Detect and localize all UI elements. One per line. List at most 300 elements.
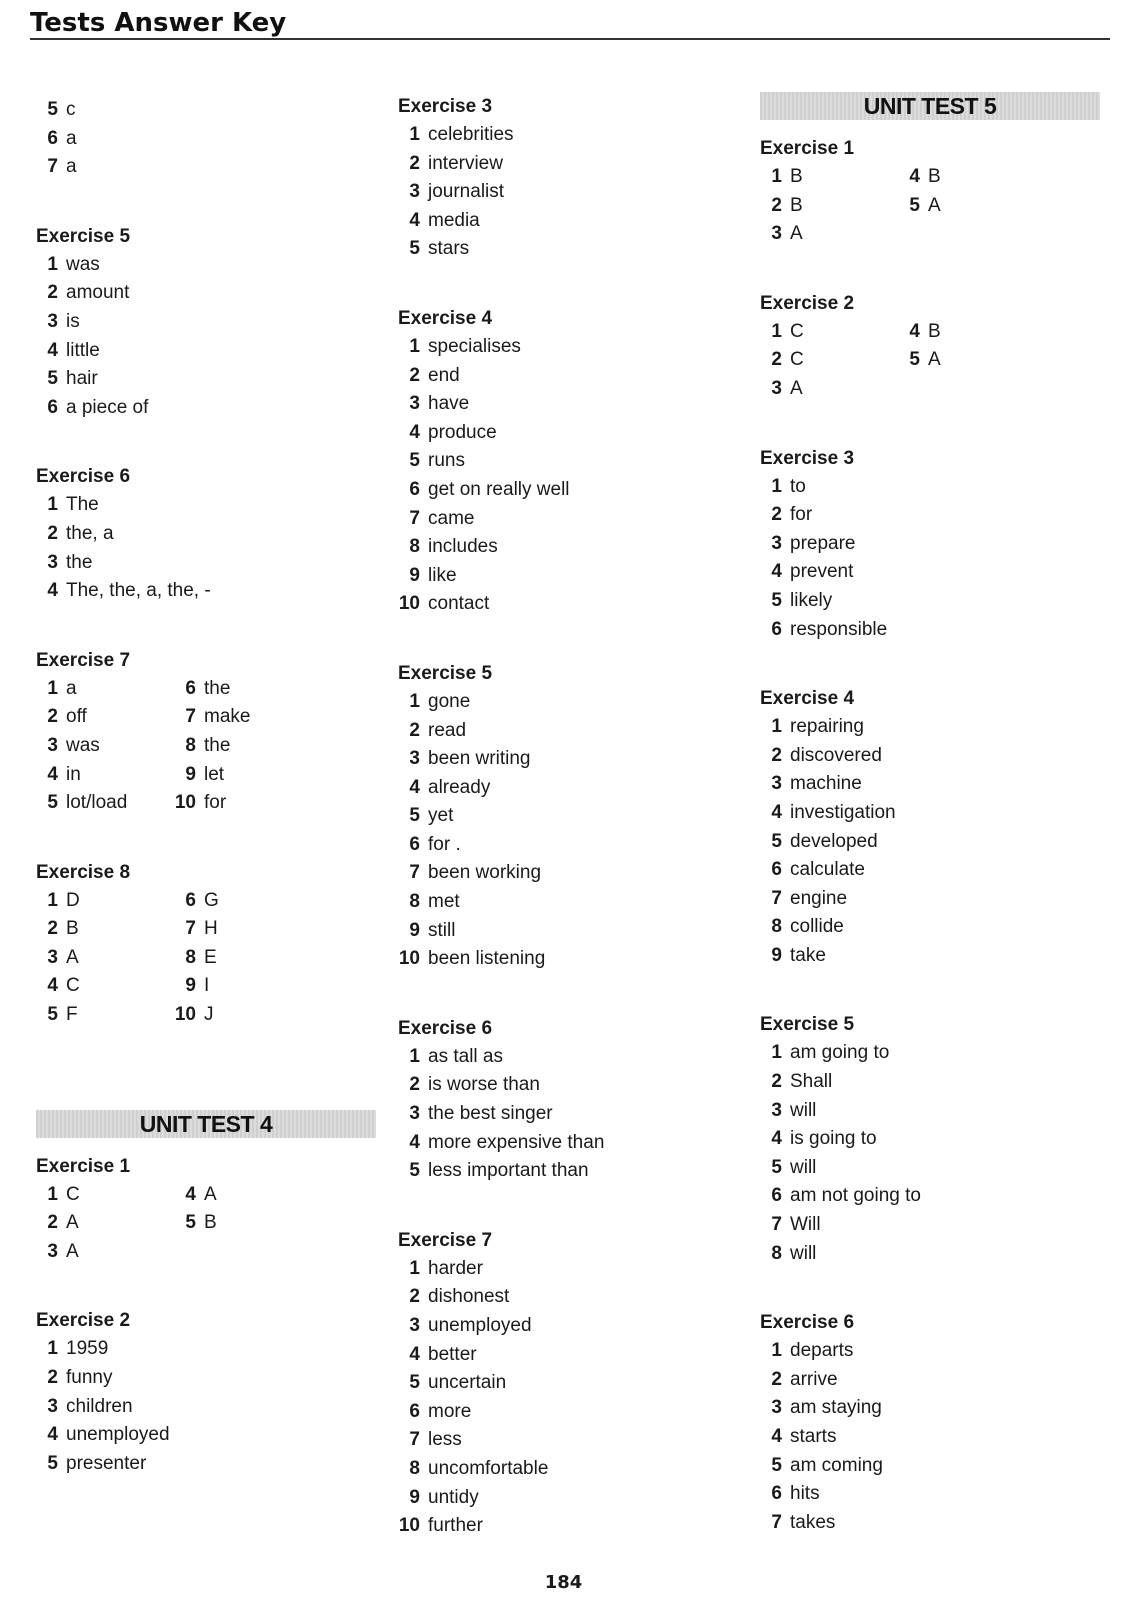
exercise-section — [398, 304, 738, 619]
answer-number: 3 — [47, 551, 58, 573]
answer-item — [398, 121, 738, 150]
answer-list — [36, 251, 376, 423]
answer-text: am going to — [790, 1042, 890, 1064]
answer-item — [898, 346, 1058, 375]
answer-number: 4 — [409, 776, 420, 798]
exercise-section — [36, 858, 376, 1030]
answer-text: A — [790, 223, 803, 245]
answer-number: 1 — [409, 124, 420, 145]
exercise-heading: Exercise 8 — [36, 861, 131, 883]
answer-item — [36, 703, 174, 732]
answer-text: produce — [428, 421, 497, 443]
answer-item — [398, 178, 738, 207]
answer-text: been working — [428, 862, 542, 884]
answer-number: 3 — [771, 377, 782, 399]
answer-number: 6 — [409, 833, 420, 855]
exercise-section — [760, 684, 1100, 970]
answer-item — [398, 1283, 738, 1312]
answer-number: 2 — [409, 152, 420, 174]
answer-text: H — [204, 918, 218, 940]
answer-item — [398, 333, 738, 362]
answer-item — [36, 577, 376, 606]
answer-number: 1 — [47, 1338, 58, 1360]
answer-list — [398, 688, 738, 974]
answer-item — [174, 703, 334, 732]
answer-list — [398, 333, 738, 619]
answer-text: A — [204, 1183, 217, 1205]
answer-text: repairing — [790, 716, 864, 738]
answer-number: 6 — [409, 478, 420, 500]
answer-text: children — [66, 1395, 133, 1417]
answer-list — [398, 121, 738, 264]
answer-item — [760, 1337, 1100, 1366]
answer-text: as tall as — [428, 1045, 503, 1067]
answer-text: hits — [790, 1483, 820, 1505]
answer-number: 7 — [47, 156, 58, 178]
answer-item — [760, 501, 1100, 530]
answer-text: will — [790, 1099, 817, 1121]
answer-number: 7 — [409, 862, 420, 884]
answer-number: 1 — [409, 335, 420, 357]
answer-number: 5 — [47, 1452, 58, 1474]
answer-number: 1 — [409, 690, 420, 712]
answer-item — [898, 163, 1058, 192]
answer-item — [398, 1043, 738, 1072]
answer-text: departs — [790, 1340, 854, 1362]
answer-text: for — [790, 504, 813, 526]
answer-text: includes — [428, 536, 498, 558]
exercise-section — [36, 646, 376, 818]
answer-number: 4 — [771, 561, 782, 583]
answer-text: The, the, a, the, - — [66, 580, 211, 602]
answer-number: 3 — [771, 773, 782, 795]
answer-number: 3 — [409, 1103, 420, 1125]
answer-number: 4 — [47, 975, 58, 997]
answer-item — [398, 945, 738, 974]
answer-text: B — [790, 194, 803, 216]
answer-text: amount — [66, 282, 130, 304]
answer-number: 4 — [409, 1131, 420, 1153]
answer-number: 10 — [398, 1515, 420, 1537]
exercise-heading: Exercise 6 — [398, 1017, 493, 1039]
answer-number: 4 — [909, 166, 920, 187]
answer-list — [36, 675, 376, 818]
exercise-heading: Exercise 5 — [760, 1014, 855, 1036]
answer-number: 5 — [409, 805, 420, 827]
exercise-section — [36, 222, 376, 423]
answer-text: presenter — [66, 1452, 147, 1474]
answer-number: 10 — [174, 792, 196, 814]
answer-item — [36, 520, 376, 549]
answer-number: 1 — [409, 1257, 420, 1279]
answer-number: 2 — [409, 1286, 420, 1308]
answer-item — [36, 915, 174, 944]
answer-item — [398, 688, 738, 717]
answer-text: like — [428, 564, 457, 586]
answer-text: still — [428, 919, 456, 941]
answer-text: A — [790, 377, 803, 399]
answer-text: for — [204, 792, 227, 814]
answer-number: 4 — [47, 339, 58, 361]
answer-number: 3 — [771, 1397, 782, 1419]
answer-number: 2 — [409, 1074, 420, 1096]
answer-text: more expensive than — [428, 1131, 605, 1153]
exercise-heading: Exercise 6 — [760, 1312, 855, 1334]
answer-item — [36, 1364, 376, 1393]
answer-text: the best singer — [428, 1103, 553, 1125]
answer-text: am not going to — [790, 1185, 921, 1207]
answer-item — [760, 742, 1100, 771]
answer-item — [760, 1068, 1100, 1097]
answer-number: 2 — [771, 349, 782, 371]
answer-number: 9 — [185, 763, 196, 785]
answer-number: 6 — [771, 1483, 782, 1505]
answer-item — [398, 1455, 738, 1484]
answer-item — [36, 732, 174, 761]
answer-item — [398, 150, 738, 179]
answer-number: 5 — [185, 1212, 196, 1234]
answer-number: 9 — [185, 975, 196, 997]
answer-number: 5 — [47, 792, 58, 814]
exercise-heading: Exercise 5 — [36, 225, 131, 247]
answer-text: uncertain — [428, 1372, 507, 1394]
answer-number: 2 — [409, 719, 420, 741]
answer-item — [398, 1369, 738, 1398]
answer-item — [398, 235, 738, 264]
exercise-heading: Exercise 5 — [398, 662, 493, 684]
answer-number: 1 — [47, 1183, 58, 1205]
answer-list — [36, 1181, 376, 1267]
answer-item — [174, 761, 334, 790]
answer-number: 2 — [771, 1071, 782, 1093]
answer-text: to — [790, 475, 806, 497]
answer-number: 6 — [771, 1185, 782, 1207]
answer-item — [760, 856, 1100, 885]
answer-text: c — [66, 99, 76, 120]
answer-text: J — [204, 1004, 214, 1026]
answer-list — [36, 1335, 376, 1478]
answer-number: 5 — [47, 99, 58, 120]
answer-item — [174, 972, 334, 1001]
answer-text: funny — [66, 1367, 113, 1389]
exercise-heading: Exercise 1 — [760, 138, 855, 159]
answer-text: been writing — [428, 748, 531, 770]
answer-item — [760, 1452, 1100, 1481]
answer-number: 1 — [771, 320, 782, 342]
answer-number: 3 — [409, 748, 420, 770]
answer-text: engine — [790, 887, 848, 909]
answer-item — [174, 1001, 334, 1030]
answer-item — [36, 1450, 376, 1479]
answer-text: dishonest — [428, 1286, 510, 1308]
answer-text: interview — [428, 152, 503, 174]
answer-number: 4 — [47, 580, 58, 602]
unit-test-heading: UNIT TEST 5 — [760, 92, 1100, 120]
answer-item — [760, 770, 1100, 799]
answer-item — [398, 1484, 738, 1513]
answer-text: 1959 — [66, 1338, 109, 1360]
answer-item — [398, 590, 738, 619]
answer-number: 4 — [771, 1426, 782, 1447]
answer-text: a — [66, 127, 77, 149]
page-number: 184 — [544, 1572, 583, 1593]
answer-number: 9 — [409, 919, 420, 941]
answer-list — [36, 491, 376, 605]
answer-number: 1 — [771, 166, 782, 187]
answer-item — [36, 887, 174, 916]
answer-number: 3 — [47, 946, 58, 968]
answer-text: read — [428, 719, 467, 741]
answer-item — [898, 192, 1058, 221]
answer-text: am staying — [790, 1397, 882, 1419]
answer-item — [174, 1181, 334, 1210]
answer-item — [898, 220, 1058, 249]
answer-text: little — [66, 339, 100, 361]
answer-text: a — [66, 156, 77, 178]
answer-text: A — [66, 1212, 79, 1234]
title-rule — [30, 38, 1110, 40]
answer-number: 8 — [771, 916, 782, 938]
answer-text: unemployed — [428, 1315, 532, 1336]
exercise-section — [760, 1308, 1100, 1537]
answer-number: 8 — [185, 734, 196, 756]
answer-item — [36, 944, 174, 973]
answer-list — [760, 163, 1100, 249]
answer-text: D — [66, 889, 80, 911]
answer-number: 2 — [771, 504, 782, 526]
answer-number: 8 — [409, 1457, 420, 1479]
answer-number: 2 — [47, 918, 58, 940]
answer-text: was — [66, 734, 100, 756]
answer-item — [36, 365, 376, 394]
answer-number: 2 — [47, 1367, 58, 1389]
exercise-section — [760, 134, 1100, 249]
answer-number: 1 — [771, 1340, 782, 1362]
answer-item — [398, 419, 738, 448]
exercise-heading: Exercise 6 — [36, 466, 131, 488]
answer-number: 4 — [409, 421, 420, 443]
answer-number: 1 — [771, 1042, 782, 1064]
answer-item — [760, 1039, 1100, 1068]
answer-item — [760, 1154, 1100, 1183]
answer-number: 5 — [409, 1160, 420, 1182]
answer-number: 8 — [185, 946, 196, 968]
answer-text: am coming — [790, 1454, 883, 1476]
answer-text: B — [928, 166, 941, 187]
answer-number: 5 — [771, 830, 782, 852]
answer-number: 10 — [398, 948, 420, 970]
answer-number: 9 — [771, 944, 782, 966]
answer-number: 4 — [771, 801, 782, 823]
answer-number: 3 — [771, 223, 782, 245]
answer-item — [36, 491, 376, 520]
answer-item — [398, 1398, 738, 1427]
answer-text: the — [204, 677, 231, 699]
answer-number: 10 — [174, 1004, 196, 1026]
answer-number: 8 — [771, 1242, 782, 1264]
answer-text: take — [790, 944, 826, 966]
answer-item — [398, 562, 738, 591]
answer-number: 6 — [47, 396, 58, 418]
answer-number: 4 — [47, 763, 58, 785]
page-title: Tests Answer Key — [30, 8, 287, 38]
answer-item — [398, 207, 738, 236]
answer-number: 6 — [409, 1400, 420, 1422]
answer-text: have — [428, 393, 470, 415]
answer-item — [174, 1238, 334, 1267]
answer-item — [760, 1423, 1100, 1452]
answer-number: 8 — [409, 536, 420, 558]
answer-text: A — [928, 349, 941, 371]
answer-item — [398, 745, 738, 774]
answer-item — [398, 1341, 738, 1370]
answer-item — [898, 318, 1058, 347]
answer-number: 6 — [771, 859, 782, 881]
answer-item — [398, 505, 738, 534]
answer-number: 4 — [909, 320, 920, 342]
answer-item — [36, 549, 376, 578]
exercise-section — [36, 1306, 376, 1478]
answer-number: 5 — [409, 238, 420, 260]
answer-item — [36, 279, 376, 308]
answer-number: 7 — [771, 1214, 782, 1236]
answer-text: arrive — [790, 1368, 838, 1390]
answer-item — [760, 375, 898, 404]
answer-item — [36, 1181, 174, 1210]
answer-text: more — [428, 1400, 472, 1422]
answer-item — [398, 802, 738, 831]
answer-item — [398, 390, 738, 419]
answer-number: 3 — [409, 1315, 420, 1336]
column-3 — [760, 92, 1100, 1537]
answer-text: uncomfortable — [428, 1457, 549, 1479]
answer-text: specialises — [428, 335, 521, 357]
exercise-heading: Exercise 7 — [398, 1229, 493, 1251]
answer-item — [36, 394, 376, 423]
answer-item — [760, 220, 898, 249]
answer-item — [36, 125, 376, 154]
exercise-section — [760, 1010, 1100, 1268]
column-2 — [398, 92, 738, 1541]
answer-item — [760, 1394, 1100, 1423]
answer-text: contact — [428, 593, 490, 615]
answer-list — [760, 1337, 1100, 1537]
answer-number: 2 — [771, 194, 782, 216]
answer-item — [398, 1312, 738, 1341]
answer-list — [760, 473, 1100, 645]
answer-text: untidy — [428, 1486, 479, 1508]
answer-list — [760, 1039, 1100, 1268]
answer-item — [398, 447, 738, 476]
answer-text: C — [790, 320, 804, 342]
answer-item — [760, 318, 898, 347]
exercise-heading: Exercise 3 — [760, 447, 855, 469]
answer-item — [398, 533, 738, 562]
answer-number: 1 — [771, 716, 782, 738]
answer-number: 2 — [47, 282, 58, 304]
answer-text: is going to — [790, 1128, 877, 1150]
answer-item — [760, 530, 1100, 559]
answer-text: is — [66, 310, 80, 332]
answer-number: 5 — [771, 1156, 782, 1178]
answer-number: 5 — [47, 368, 58, 390]
exercise-section — [398, 659, 738, 974]
answer-text: G — [204, 889, 219, 911]
exercise-heading: Exercise 2 — [36, 1310, 131, 1332]
answer-item — [760, 799, 1100, 828]
answer-item — [398, 476, 738, 505]
exercise-section — [36, 462, 376, 605]
answer-text: already — [428, 776, 491, 798]
answer-text: E — [204, 946, 217, 968]
answer-text: developed — [790, 830, 878, 852]
answer-number: 3 — [47, 310, 58, 332]
answer-text: likely — [790, 589, 833, 611]
answer-number: 1 — [47, 889, 58, 911]
answer-item — [760, 913, 1100, 942]
answer-number: 4 — [409, 1343, 420, 1365]
answer-text: prepare — [790, 532, 856, 554]
answer-text: discovered — [790, 744, 882, 766]
answer-item — [398, 859, 738, 888]
answer-number: 5 — [909, 349, 920, 371]
answer-text: unemployed — [66, 1424, 170, 1446]
answer-text: get on really well — [428, 478, 570, 500]
answer-number: 7 — [771, 1511, 782, 1533]
answer-text: media — [428, 209, 480, 231]
answer-text: C — [66, 1183, 80, 1205]
answer-item — [760, 1509, 1100, 1538]
answer-text: A — [66, 1240, 79, 1262]
answer-item — [36, 153, 376, 182]
exercise-heading: Exercise 2 — [760, 292, 855, 314]
answer-text: is worse than — [428, 1074, 540, 1096]
answer-item — [760, 346, 898, 375]
answer-text: harder — [428, 1257, 483, 1279]
answer-item — [174, 732, 334, 761]
answer-number: 1 — [409, 1045, 420, 1067]
answer-item — [398, 888, 738, 917]
answer-item — [760, 1097, 1100, 1126]
answer-number: 2 — [47, 706, 58, 728]
answer-item — [398, 1512, 738, 1541]
answer-number: 3 — [409, 393, 420, 415]
answer-list — [36, 887, 376, 1030]
exercise-section — [760, 444, 1100, 645]
answer-number: 1 — [47, 253, 58, 275]
answer-item — [398, 917, 738, 946]
answer-text: takes — [790, 1511, 836, 1533]
answer-text: less — [428, 1429, 462, 1451]
answer-number: 5 — [409, 1372, 420, 1394]
answer-item — [760, 163, 898, 192]
answer-item — [398, 774, 738, 803]
column-1 — [36, 96, 376, 1478]
answer-number: 7 — [771, 887, 782, 909]
answer-text: machine — [790, 773, 862, 795]
exercise-heading: Exercise 1 — [36, 1155, 131, 1177]
answer-list — [36, 96, 376, 182]
answer-item — [760, 713, 1100, 742]
answer-item — [760, 942, 1100, 971]
answer-text: will — [790, 1242, 817, 1264]
answer-number: 9 — [409, 564, 420, 586]
exercise-heading: Exercise 4 — [760, 688, 855, 710]
exercise-heading: Exercise 3 — [398, 96, 493, 117]
answer-number: 5 — [909, 194, 920, 216]
answer-number: 2 — [409, 364, 420, 386]
answer-text: the — [66, 551, 93, 573]
